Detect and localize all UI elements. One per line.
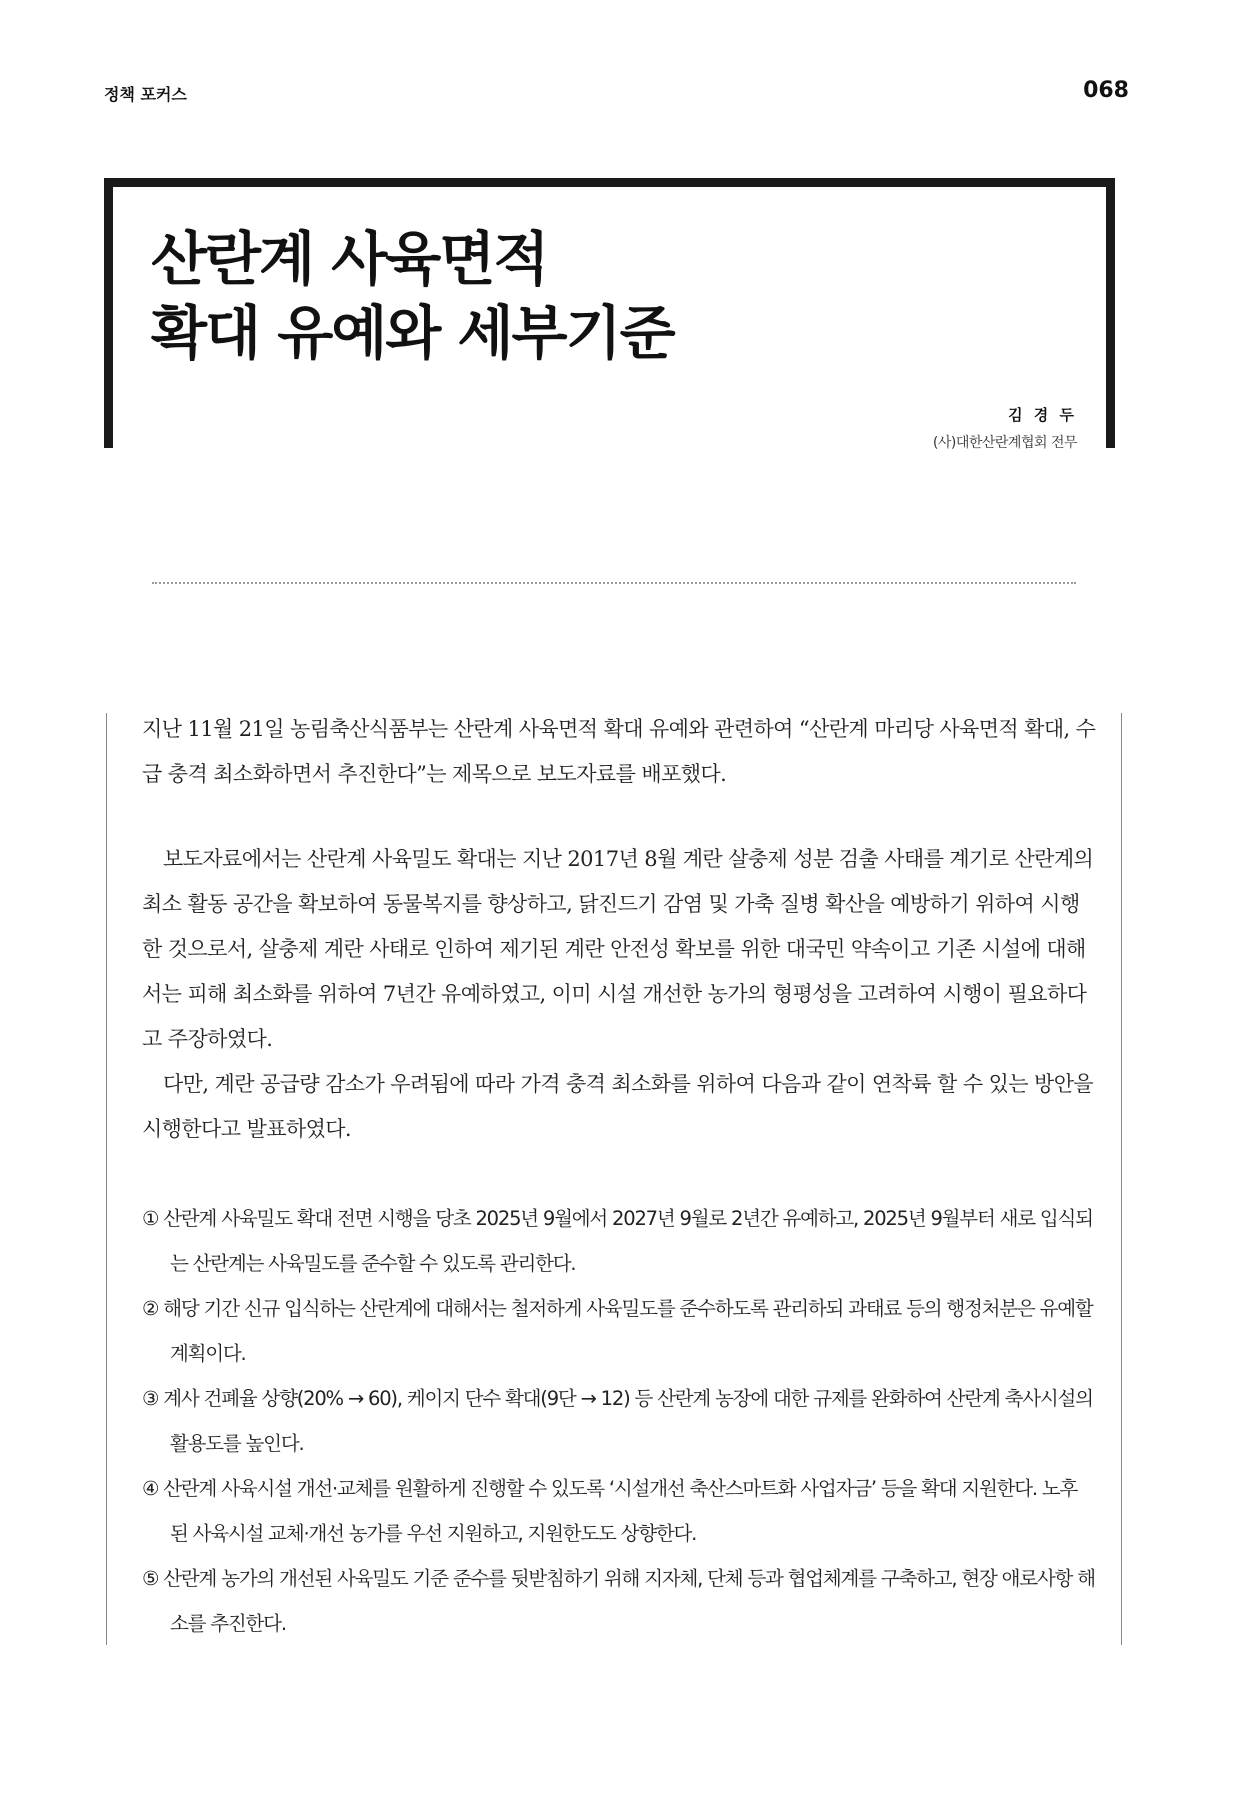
dotted-divider [152,582,1076,584]
list-item: ② 해당 기간 신규 입식하는 산란계에 대해서는 철저하게 사육밀도를 준수하도록 관리하되 과태료 등의 행정처분은 유예할 계획이다. [142,1297,1093,1365]
measures-list [142,1196,1097,1646]
title-line-1: 산란계 사육면적 [151,225,548,293]
body-paragraph: 지난 11월 21일 농림축산식품부는 산란계 사육면적 확대 유예와 관련하여 “산란계 마리당 사육면적 확대, 수급 충격 최소화하면서 추진한다”는 제목으로 보도자료를 배포했다. [142,717,1096,786]
page-number: 068 [1083,78,1129,103]
body-paragraph: 보도자료에서는 산란계 사육밀도 확대는 지난 2017년 8월 계란 살충제 성분 검출 사태를 계기로 산란계의 최소 활동 공간을 확보하여 동물복지를 향상하고, 닭진드기 감염 및 가축 질병 확산을 예방하기 위하여 시행한 것으로서, 살충제 계란 사태로 인하여 제기된 계란 안전성 확보를 위한 대국민 약속이고 기존 시설에 대해서는 피해 최소화를 위하여 7년간 유예하였고, 이미 시설 개선한 농가의 형평성을 고려하여 시행이 필요하다고 주장하였다. [142,847,1094,1051]
list-item: ⑤ 산란계 농가의 개선된 사육밀도 기준 준수를 뒷받침하기 위해 지자체, 단체 등과 협업체계를 구축하고, 현장 애로사항 해소를 추진한다. [142,1567,1095,1635]
list-item: ④ 산란계 사육시설 개선·교체를 원활하게 진행할 수 있도록 ‘시설개선 축산스마트화 사업자금’ 등을 확대 지원한다. 노후 된 사육시설 교체·개선 농가를 우선 지원하고, 지원한도도 상향한다. [142,1477,1078,1545]
article-title [151,222,674,370]
list-item: ③ 계사 건폐율 상향(20% → 60), 케이지 단수 확대(9단 → 12) 등 산란계 농장에 대한 규제를 완화하여 산란계 축사시설의 활용도를 높인다. [142,1387,1093,1455]
title-line-2: 확대 유예와 세부기준 [151,299,674,367]
list-item: ① 산란계 사육밀도 확대 전면 시행을 당초 2025년 9월에서 2027년 9월로 2년간 유예하고, 2025년 9월부터 새로 입식되는 산란계는 사육밀도를 준수할 수 있도록 관리한다. [142,1207,1093,1275]
body-paragraph: 다만, 계란 공급량 감소가 우려됨에 따라 가격 충격 최소화를 위하여 다음과 같이 연착륙 할 수 있는 방안을 시행한다고 발표하였다. [142,1072,1094,1141]
author-block [933,404,1077,452]
author-affiliation: (사)대한산란계협회 전무 [932,435,1077,451]
section-label: 정책 포커스 [104,85,187,104]
author-name: 김 경 두 [1008,406,1077,424]
